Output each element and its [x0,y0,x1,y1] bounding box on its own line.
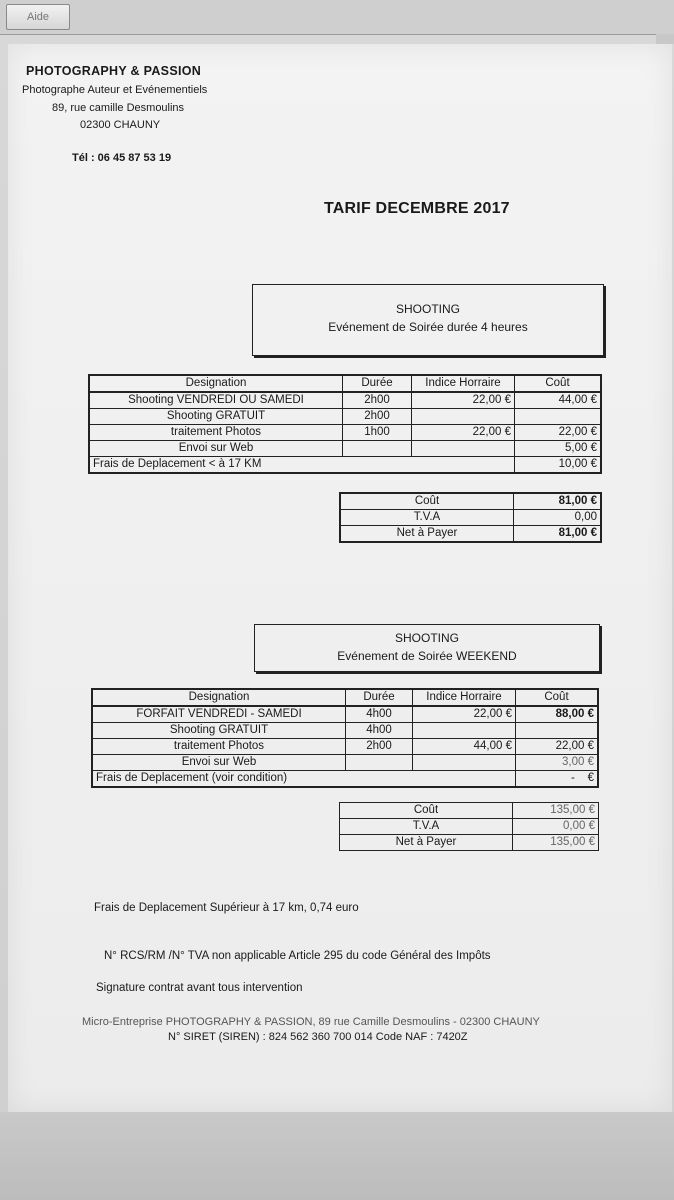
cell-cout: 5,00 € [515,441,602,457]
section2-box-line2: Evénement de Soirée WEEKEND [337,649,517,663]
table-header-row [89,375,601,392]
col-header-cout: Coût [515,375,602,392]
summary-label: Net à Payer [340,835,513,851]
col-header-duree: Durée [343,375,412,392]
bottom-bar [0,1112,674,1200]
summary-row [340,526,601,543]
cell-frais-value: - € [516,771,599,788]
footer-company: Micro-Entreprise PHOTOGRAPHY & PASSION, 89 rue Camille Desmoulins - 02300 CHAUNY [82,1016,540,1028]
table-row [92,755,598,771]
summary-row [340,819,599,835]
summary-value: 81,00 € [514,493,602,510]
table-row [92,739,598,755]
summary-row [340,835,599,851]
cell-duree: 4h00 [346,706,413,723]
company-phone: Tél : 06 45 87 53 19 [72,152,172,164]
cell-designation: Envoi sur Web [92,755,346,771]
cell-indice [413,723,516,739]
cell-cout: 22,00 € [516,739,599,755]
toolbar [0,0,674,35]
summary-value: 135,00 € [513,835,599,851]
section1-title-box [252,284,604,356]
cell-cout: 22,00 € [515,425,602,441]
cell-indice [412,441,515,457]
cell-designation: Envoi sur Web [89,441,343,457]
summary-label: T.V.A [340,819,513,835]
cell-indice [413,755,516,771]
table-row [89,392,601,409]
summary-row [340,493,601,510]
company-city: 02300 CHAUNY [80,119,161,131]
summary-row [340,803,599,819]
footer-siret: N° SIRET (SIREN) : 824 562 360 700 014 Code NAF : 7420Z [168,1031,468,1043]
section2-title-box [254,624,600,672]
company-address: 89, rue camille Desmoulins [52,102,185,114]
cell-duree: 2h00 [343,392,412,409]
cell-frais-value: 10,00 € [515,457,602,474]
cell-cout: 44,00 € [515,392,602,409]
summary-value: 0,00 [514,510,602,526]
cell-indice: 22,00 € [413,706,516,723]
section1-summary [339,492,602,543]
cell-designation: FORFAIT VENDREDI - SAMEDI [92,706,346,723]
cell-indice: 22,00 € [412,392,515,409]
col-header-duree: Durée [346,689,413,706]
section2-box-line1: SHOOTING [394,631,459,645]
summary-label: T.V.A [340,510,514,526]
section2-table [91,688,599,788]
cell-frais-label: Frais de Deplacement (voir condition) [92,771,516,788]
cell-designation: Shooting GRATUIT [89,409,343,425]
cell-indice: 22,00 € [412,425,515,441]
table-row [89,441,601,457]
summary-value: 81,00 € [514,526,602,543]
table-row [89,409,601,425]
cell-duree [343,441,412,457]
summary-value: 0,00 € [513,819,599,835]
summary-value: 135,00 € [513,803,599,819]
company-name: PHOTOGRAPHY & PASSION [26,64,202,78]
cell-indice: 44,00 € [413,739,516,755]
cell-cout [515,409,602,425]
cell-designation: traitement Photos [92,739,346,755]
cell-designation: Shooting VENDREDI OU SAMEDI [89,392,343,409]
company-subtitle: Photographe Auteur et Evénementiels [22,84,208,96]
cell-cout: 88,00 € [516,706,599,723]
col-header-designation: Designation [92,689,346,706]
table-row [89,457,601,474]
summary-label: Coût [340,803,513,819]
cell-duree: 2h00 [346,739,413,755]
summary-label: Coût [340,493,514,510]
table-row [89,425,601,441]
section2-summary [339,802,599,851]
section1-box-line2: Evénement de Soirée durée 4 heures [328,320,528,334]
cell-cout [516,723,599,739]
cell-duree [346,755,413,771]
summary-row [340,510,601,526]
table-row [92,771,598,788]
cell-cout: 3,00 € [516,755,599,771]
page-title: TARIF DECEMBRE 2017 [324,200,510,217]
aide-button[interactable]: Aide [6,4,70,30]
summary-label: Net à Payer [340,526,514,543]
table-header-row [92,689,598,706]
note-deplacement: Frais de Deplacement Supérieur à 17 km, 0,74 euro [94,902,359,914]
section1-table [88,374,602,474]
cell-duree: 2h00 [343,409,412,425]
table-row [92,706,598,723]
cell-frais-label: Frais de Deplacement < à 17 KM [89,457,515,474]
col-header-indice: Indice Horraire [412,375,515,392]
scrollbar[interactable] [656,34,674,44]
col-header-indice: Indice Horraire [413,689,516,706]
table-row [92,723,598,739]
cell-designation: Shooting GRATUIT [92,723,346,739]
cell-indice [412,409,515,425]
note-tva: N° RCS/RM /N° TVA non applicable Article 295 du code Général des Impôts [104,950,491,962]
col-header-cout: Coût [516,689,599,706]
note-signature: Signature contrat avant tous intervention [96,982,303,994]
cell-designation: traitement Photos [89,425,343,441]
cell-duree: 4h00 [346,723,413,739]
cell-duree: 1h00 [343,425,412,441]
section1-box-line1: SHOOTING [395,302,460,316]
col-header-designation: Designation [89,375,343,392]
